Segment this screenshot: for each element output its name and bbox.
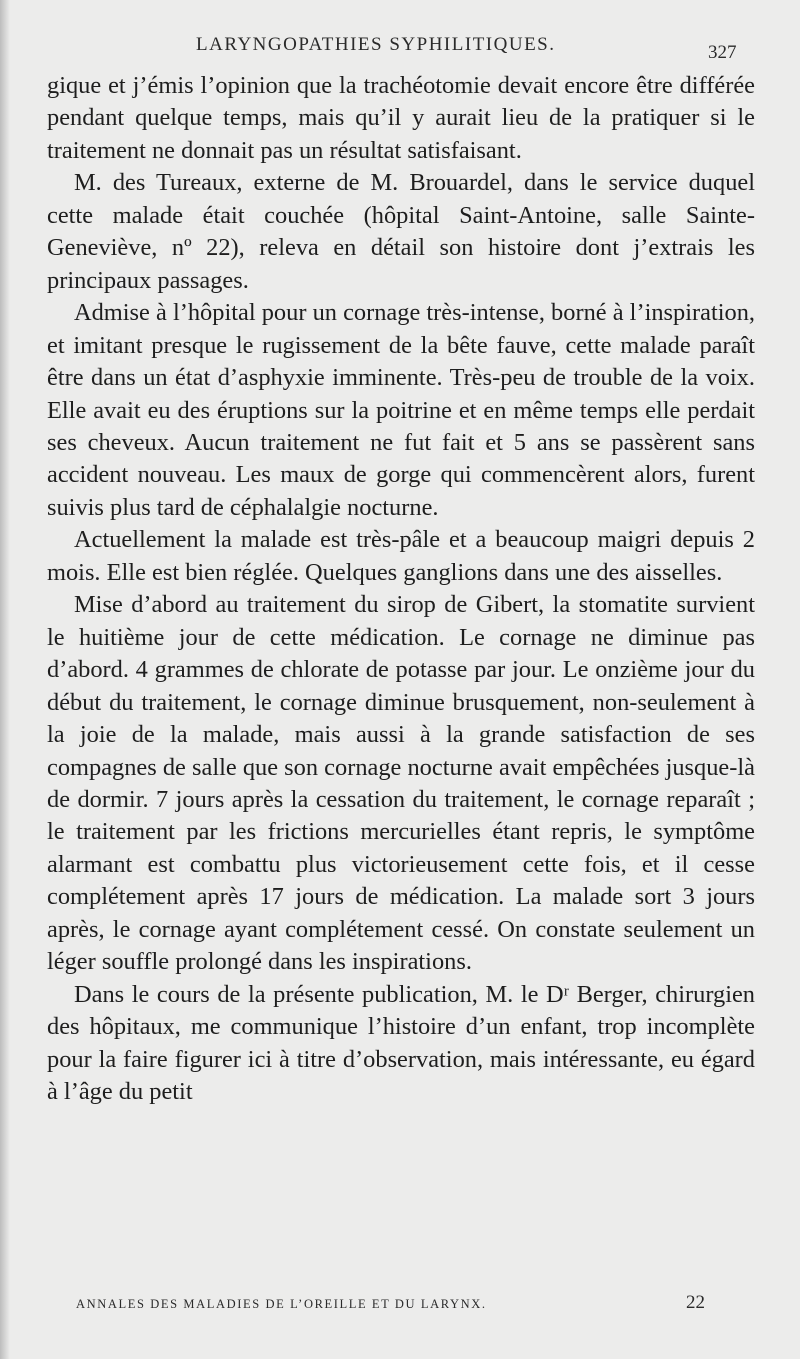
paragraph-continuation: gique et j’émis l’opinion que la trachéotomie devait encore être différée pendant quelque temps, mais qu’il y aurait lieu de la pratiquer si le traitement ne donnait pas un résultat satisfaisant. [47, 72, 755, 164]
footer-signature-mark: 22 [686, 1292, 705, 1313]
paragraph-tureaux: M. des Tureaux, externe de M. Brouardel, dans le service duquel cette malade était couchée (hôpital Saint-Antoine, salle Sainte-Geneviève, nº 22), releva en détail son histoire dont j’extrais les principaux passages. [47, 169, 755, 294]
paragraph-treatment: Mise d’abord au traitement du sirop de Gibert, la stomatite survient le huitième jour de cette médication. Le cornage ne diminue pas d’abord. 4 grammes de chlorate de potasse par jour. Le onzième jour du début du traitement, le cornage diminue brusquement, non-seulement à la joie de la malade, mais aussi à la grande satisfaction de ses compagnes de salle que son cornage nocturne avait empêchées jusque-là de dormir. 7 jours après la cessation du traitement, le cornage reparaît ; le traitement par les frictions mercurielles étant repris, le symptôme alarmant est combattu plus victorieusement cette fois, et il cesse complétement après 17 jours de médication. La malade sort 3 jours après, le cornage ayant complétement cessé. On constate seulement un léger souffle prolongé dans les inspirations. [47, 591, 755, 976]
running-head: LARYNGOPATHIES SYPHILITIQUES. [196, 34, 556, 55]
paragraph-berger: Dans le cours de la présente publication, M. le Dʳ Berger, chirurgien des hôpitaux, me communique l’histoire d’un enfant, trop incomplète pour la faire figurer ici à titre d’observation, mais intéressante, eu égard à l’âge du petit [47, 980, 755, 1106]
paragraph-current-state: Actuellement la malade est très-pâle et a beaucoup maigri depuis 2 mois. Elle est bien réglée. Quelques ganglions dans une des aisselles. [47, 526, 755, 586]
footer-journal-title: ANNALES DES MALADIES DE L’OREILLE ET DU LARYNX. [76, 1297, 487, 1311]
paragraph-admission: Admise à l’hôpital pour un cornage très-intense, borné à l’inspiration, et imitant presque le rugissement de la bête fauve, cette malade paraît être dans un état d’asphyxie imminente. Très-peu de trouble de la voix. Elle avait eu des éruptions sur la poitrine et en même temps elle perdait ses cheveux. Aucun traitement ne fut fait et 5 ans se passèrent sans accident nouveau. Les maux de gorge qui commencèrent alors, furent suivis plus tard de céphalalgie nocturne. [47, 299, 755, 521]
body-text [47, 70, 755, 1109]
page-number: 327 [708, 42, 737, 63]
